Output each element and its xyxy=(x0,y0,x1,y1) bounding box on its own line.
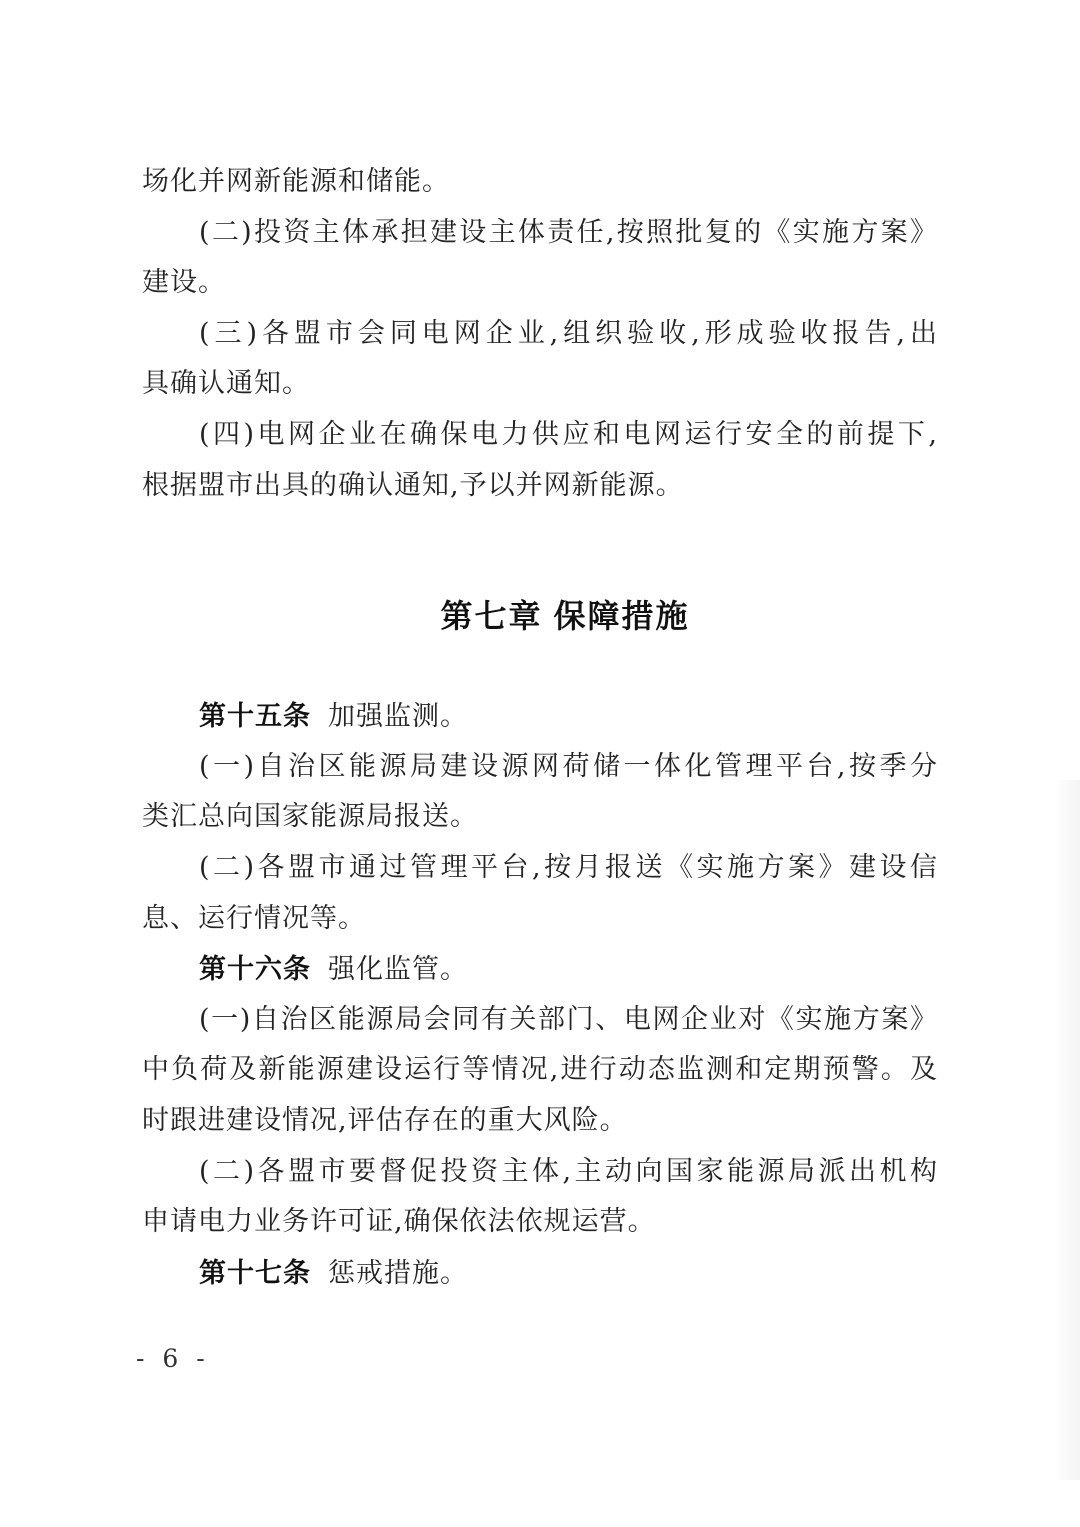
article-16-title: 强化监管。 xyxy=(328,954,468,986)
body-line: (二)各盟市要督促投资主体,主动向国家能源局派出机构 xyxy=(199,1155,938,1187)
body-line: 场化并网新能源和储能。 xyxy=(142,166,450,197)
article-15-number: 第十五条 xyxy=(199,701,311,732)
body-line: (一)自治区能源局会同有关部门、电网企业对《实施方案》 xyxy=(199,1003,938,1035)
article-17-number: 第十七条 xyxy=(199,1257,311,1288)
article-17-heading xyxy=(142,1248,938,1299)
body-line: 时跟进建设情况,评估存在的重大风险。 xyxy=(142,1104,628,1136)
body-line: (二)投资主体承担建设主体责任,按照批复的《实施方案》 xyxy=(199,216,938,248)
body-line: (三)各盟市会同电网企业,组织验收,形成验收报告,出 xyxy=(199,317,938,349)
body-line: 具确认通知。 xyxy=(142,368,310,400)
article-16-number: 第十六条 xyxy=(199,954,311,985)
article-16-heading xyxy=(142,944,938,995)
scan-artifact xyxy=(1054,780,1080,1480)
chapter-heading: 第七章 保障措施 xyxy=(440,598,690,635)
body-line: 息、运行情况等。 xyxy=(142,902,366,934)
body-line: 申请电力业务许可证,确保依法依规运营。 xyxy=(142,1206,656,1238)
body-line: 根据盟市出具的确认通知,予以并网新能源。 xyxy=(142,469,684,501)
body-line: 类汇总向国家能源局报送。 xyxy=(142,801,478,833)
article-15-heading xyxy=(142,691,938,742)
body-line: (二)各盟市通过管理平台,按月报送《实施方案》建设信 xyxy=(199,851,938,883)
body-text-column xyxy=(142,157,938,1298)
body-line: (四)电网企业在确保电力供应和电网运行安全的前提下, xyxy=(199,418,938,450)
body-line: 建设。 xyxy=(142,267,226,299)
body-line: (一)自治区能源局建设源网荷储一体化管理平台,按季分 xyxy=(199,750,938,782)
article-17-title: 惩戒措施。 xyxy=(328,1257,468,1289)
body-line: 中负荷及新能源建设运行等情况,进行动态监测和定期预警。及 xyxy=(142,1054,938,1086)
article-15-title: 加强监测。 xyxy=(328,701,468,733)
page-number: - 6 - xyxy=(136,1344,210,1373)
